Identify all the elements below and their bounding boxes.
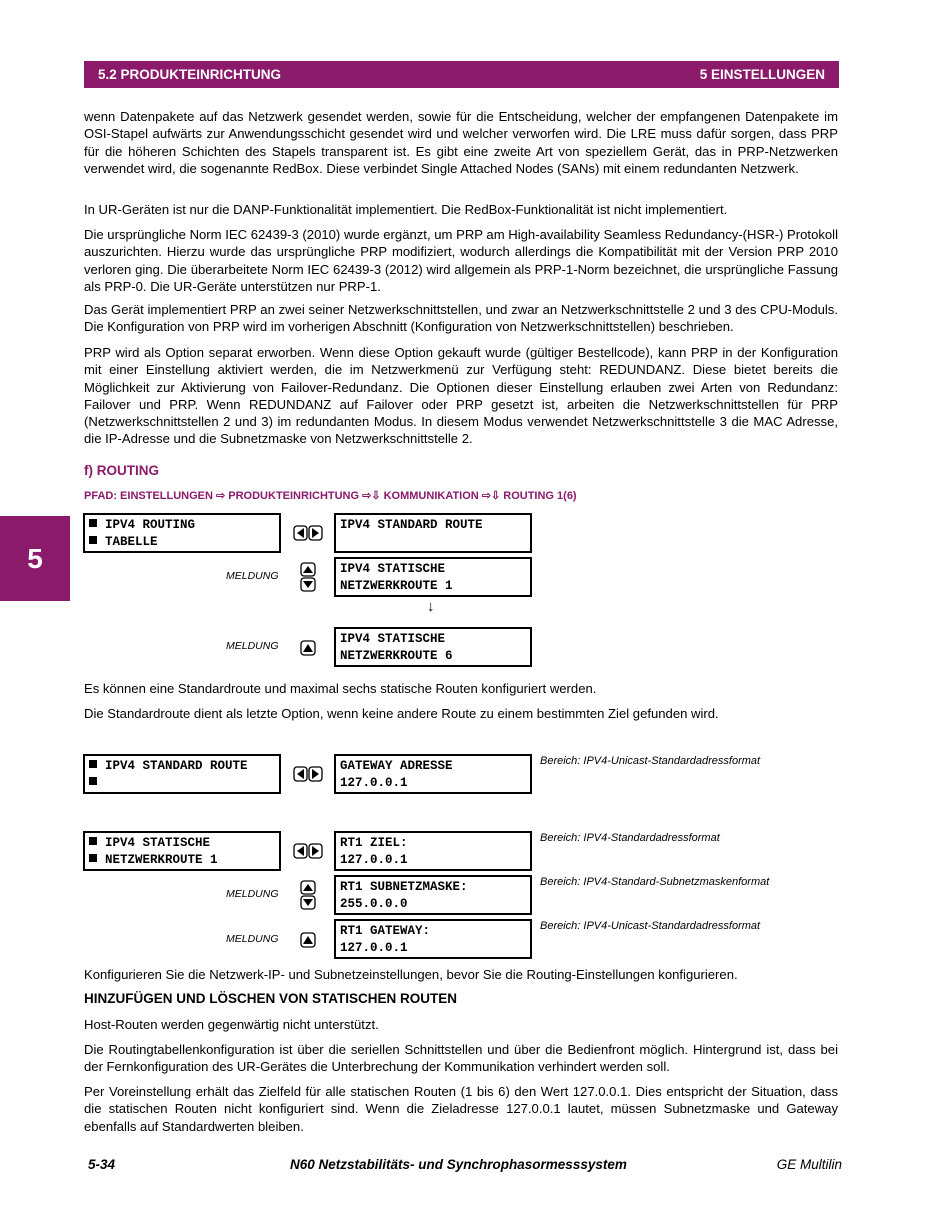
lcd-line: IPV4 STATISCHE [340, 562, 446, 576]
range-note: Bereich: IPV4-Unicast-Standardadressformat [540, 920, 761, 932]
lcd-line: NETZWERKROUTE 1 [340, 579, 453, 593]
left-right-keys-icon[interactable] [293, 766, 323, 782]
brand-name: GE Multilin [776, 1157, 842, 1172]
lcd-static-route-6[interactable] [334, 627, 532, 667]
page-number: 5-34 [88, 1157, 116, 1172]
bullet-icon [89, 519, 97, 527]
paragraph: Die ursprüngliche Norm IEC 62439-3 (2010) wurde ergänzt, um PRP am High-availability Seamless Redundancy-(HSR-) Protokoll auszurichten. Hierzu wurde das ursprüngliche PRP modifiziert, wodurch allerdings die Kompatibilität mit der Version PRP 2010 verloren ging. Die überarbeitete Norm IEC 62439-3 (2012) wird allgemein als PRP-1-Norm bezeichnet, die ursprüngliche Fassung als PRP-0. Die UR-Geräte unterstützen nur PRP-1. [84, 227, 838, 294]
lcd-line: 127.0.0.1 [340, 853, 408, 867]
menu-path: PFAD: EINSTELLUNGEN ⇨ PRODUKTEINRICHTUNG ⇨⇩ KOMMUNIKATION ⇨⇩ ROUTING 1(6) [84, 490, 577, 502]
paragraph: Die Routingtabellenkonfiguration ist über die seriellen Schnittstellen und über die Bedienfront möglich. Hintergrund ist, dass bei der Fernkonfiguration des UR-Gerätes die Unterbrechung der Kommunikation verhindert werden soll. [84, 1042, 838, 1075]
up-down-keys-icon[interactable] [300, 880, 316, 910]
section-title: 5.2 PRODUKTEINRICHTUNG [98, 67, 282, 82]
lcd-line: IPV4 STATISCHE [89, 835, 275, 852]
chapter-title: 5 EINSTELLUNGEN [699, 67, 825, 82]
paragraph: In UR-Geräten ist nur die DANP-Funktionalität implementiert. Die RedBox-Funktionalität ist nicht implementiert. [84, 202, 728, 217]
lcd-line: RT1 SUBNETZMASKE: [340, 880, 468, 894]
lcd-line: TABELLE [89, 534, 275, 551]
range-note: Bereich: IPV4-Unicast-Standardadressformat [540, 755, 761, 767]
lcd-line: IPV4 STANDARD ROUTE [89, 758, 275, 775]
lcd-rt1-subnet-mask[interactable] [334, 875, 532, 915]
paragraph: Host-Routen werden gegenwärtig nicht unterstützt. [84, 1017, 379, 1032]
lcd-line [89, 775, 275, 792]
paragraph: Per Voreinstellung erhält das Zielfeld für alle statischen Routen (1 bis 6) den Wert 127.0.0.1. Dies entspricht der Situation, dass die statischen Routen nicht konfiguriert sind. Wenn die Zieladresse 127.0.0.1 lautet, müssen Subnetzmaske und Gateway ebenfalls auf Standardwerten bleiben. [84, 1084, 838, 1134]
bullet-icon [89, 777, 97, 785]
up-key-icon[interactable] [300, 932, 316, 948]
paragraph: Es können eine Standardroute und maximal sechs statische Routen konfiguriert werden. [84, 681, 597, 696]
lcd-line: IPV4 STATISCHE [340, 632, 446, 646]
lcd-static-route-header[interactable] [83, 831, 281, 871]
left-right-keys-icon[interactable] [293, 843, 323, 859]
message-label: MELDUNG [226, 640, 279, 652]
routing-heading: f) ROUTING [84, 463, 159, 478]
bullet-icon [89, 536, 97, 544]
lcd-rt1-destination[interactable] [334, 831, 532, 871]
lcd-standard-route-header[interactable] [83, 754, 281, 794]
message-label: MELDUNG [226, 933, 279, 945]
down-arrow-icon: ↓ [427, 598, 435, 615]
paragraph: Konfigurieren Sie die Netzwerk-IP- und Subnetzeinstellungen, bevor Sie die Routing-Einstellungen konfigurieren. [84, 967, 738, 982]
message-label: MELDUNG [226, 888, 279, 900]
paragraph: PRP wird als Option separat erworben. Wenn diese Option gekauft wurde (gültiger Bestellcode), kann PRP in der Konfiguration mit einer Einstellung aktiviert werden, die im Netzwerkmenü zur Verfügung steht: REDUNDANZ. Diese bietet bereits die Möglichkeit zur Aktivierung von Failover-Redundanz. Die Optionen dieser Einstellung erlauben zwei Arten von Redundanz: Failover und PRP. Wenn REDUNDANZ auf Failover oder PRP gesetzt ist, arbeiten die Netzwerkschnittstellen für PRP (Netzwerkschnittstellen 2 und 3) im redundanten Modus. In diesem Modus verwendet Netzwerkschnittstelle 3 die MAC Adresse, die IP-Adresse und die Subnetzmaske von Netzwerkschnittstelle 2. [84, 345, 838, 447]
paragraph: Die Standardroute dient als letzte Option, wenn keine andere Route zu einem bestimmten Ziel gefunden wird. [84, 706, 719, 721]
lcd-line: GATEWAY ADRESSE [340, 759, 453, 773]
section-header-bar [84, 61, 839, 88]
bullet-icon [89, 854, 97, 862]
paragraph: Das Gerät implementiert PRP an zwei seiner Netzwerkschnittstellen, und zwar an Netzwerkschnittstelle 2 und 3 des CPU-Moduls. Die Konfiguration von PRP wird im vorherigen Abschnitt (Konfiguration von Netzwerkschnittstellen) beschrieben. [84, 302, 838, 335]
document-title: N60 Netzstabilitäts- und Synchrophasormesssystem [290, 1157, 627, 1172]
range-note: Bereich: IPV4-Standardadressformat [540, 832, 720, 844]
lcd-gateway-address[interactable] [334, 754, 532, 794]
lcd-line: IPV4 ROUTING [89, 517, 275, 534]
lcd-ipv4-routing-table[interactable] [83, 513, 281, 553]
lcd-line: RT1 GATEWAY: [340, 924, 431, 938]
section-heading: HINZUFÜGEN UND LÖSCHEN VON STATISCHEN ROUTEN [84, 991, 458, 1006]
lcd-line: NETZWERKROUTE 1 [89, 852, 275, 869]
message-label: MELDUNG [226, 570, 279, 582]
paragraph: wenn Datenpakete auf das Netzwerk gesendet werden, sowie für die Entscheidung, welcher der empfangenen Datenpakete im OSI-Stapel aufwärts zur Anwendungsschicht gesendet wird und welcher verworfen wird. Die LRE muss dafür sorgen, dass PRP für die höheren Schichten des Stapels transparent ist. Es gibt eine zweite Art von speziellem Gerät, das in PRP-Netzwerken verwendet wird, die sogenannte RedBox. Diese verbindet Single Attached Nodes (SANs) mit einem redundanten Netzwerk. [84, 109, 838, 176]
bullet-icon [89, 837, 97, 845]
up-down-keys-icon[interactable] [300, 562, 316, 592]
up-key-icon[interactable] [300, 640, 316, 656]
left-right-keys-icon[interactable] [293, 525, 323, 541]
lcd-rt1-gateway[interactable] [334, 919, 532, 959]
lcd-static-route-1[interactable] [334, 557, 532, 597]
lcd-line: 127.0.0.1 [340, 941, 408, 955]
lcd-line: 255.0.0.0 [340, 897, 408, 911]
lcd-ipv4-standard-route[interactable] [334, 513, 532, 553]
lcd-line: NETZWERKROUTE 6 [340, 649, 453, 663]
chapter-tab: 5 [0, 516, 70, 601]
lcd-line: IPV4 STANDARD ROUTE [340, 518, 483, 532]
lcd-line: 127.0.0.1 [340, 776, 408, 790]
bullet-icon [89, 760, 97, 768]
lcd-line: RT1 ZIEL: [340, 836, 408, 850]
range-note: Bereich: IPV4-Standard-Subnetzmaskenformat [540, 876, 770, 888]
